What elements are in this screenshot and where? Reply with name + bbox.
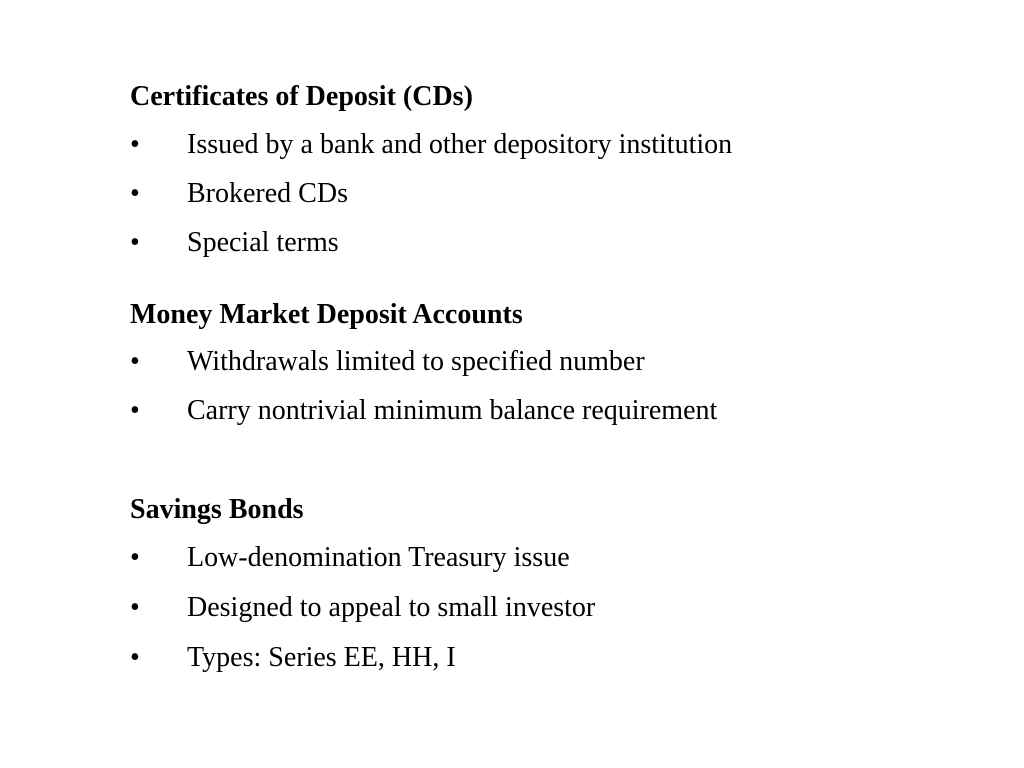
bullet-item — [130, 177, 348, 211]
bullet-item — [130, 128, 732, 162]
bullet-item — [130, 226, 339, 260]
bullet-glyph: • — [130, 178, 140, 209]
heading-money-market-deposit-accounts: Money Market Deposit Accounts — [130, 299, 523, 330]
bullet-item — [130, 345, 645, 379]
bullet-glyph: • — [130, 227, 140, 258]
bullet-text: Carry nontrivial minimum balance requirement — [187, 395, 718, 426]
bullet-text: Types: Series EE, HH, I — [187, 642, 456, 673]
bullet-text: Special terms — [187, 227, 339, 258]
heading-certificates-of-deposit: Certificates of Deposit (CDs) — [130, 81, 473, 112]
bullet-text: Designed to appeal to small investor — [187, 592, 596, 623]
bullet-item — [130, 591, 595, 625]
bullet-glyph: • — [130, 129, 140, 160]
bullet-item — [130, 641, 456, 675]
bullet-text: Issued by a bank and other depository institution — [187, 129, 733, 160]
bullet-text: Withdrawals limited to specified number — [187, 346, 645, 377]
heading-savings-bonds: Savings Bonds — [130, 494, 304, 525]
bullet-item — [130, 541, 570, 575]
bullet-text: Brokered CDs — [187, 178, 348, 209]
bullet-glyph: • — [130, 592, 140, 623]
bullet-item — [130, 394, 717, 428]
bullet-glyph: • — [130, 346, 140, 377]
bullet-glyph: • — [130, 542, 140, 573]
bullet-text: Low-denomination Treasury issue — [187, 542, 570, 573]
bullet-glyph: • — [130, 395, 140, 426]
bullet-glyph: • — [130, 642, 140, 673]
